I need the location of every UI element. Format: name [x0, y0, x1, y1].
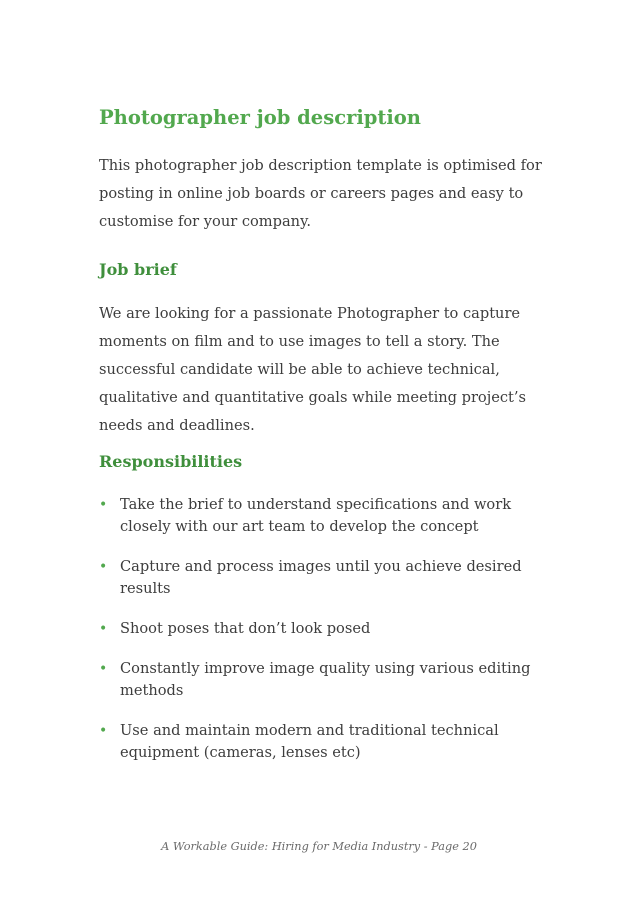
bullet-icon: • [99, 723, 108, 739]
job-brief-line: qualitative and quantitative goals while meeting project’s [99, 389, 527, 406]
list-item-line: Use and maintain modern and traditional technical [120, 722, 499, 739]
list-item-text [120, 658, 539, 702]
list-item-line: Shoot poses that don’t look posed [120, 620, 371, 637]
list-item-line: results [120, 580, 171, 597]
list-item [99, 556, 539, 600]
page-footer [0, 840, 638, 853]
intro-line: posting in online job boards or careers pages and easy to [99, 185, 524, 202]
list-item-text [120, 618, 539, 640]
list-item-line: methods [120, 682, 184, 699]
job-brief-line: moments on film and to use images to tell a story. The [99, 333, 500, 350]
list-item-text [120, 494, 539, 538]
list-item [99, 618, 539, 640]
job-brief-line: needs and deadlines. [99, 417, 255, 434]
list-item-text [120, 720, 539, 764]
list-item-text [120, 556, 539, 600]
bullet-icon: • [99, 621, 108, 637]
list-item-line: equipment (cameras, lenses etc) [120, 744, 361, 761]
intro-line: This photographer job description template is optimised for [99, 157, 542, 174]
list-item [99, 494, 539, 538]
job-brief-line: We are looking for a passionate Photographer to capture [99, 305, 521, 322]
list-item [99, 720, 539, 764]
list-item-line: Capture and process images until you achieve desired [120, 558, 522, 575]
bullet-icon: • [99, 497, 108, 513]
responsibilities-heading: Responsibilities [99, 452, 243, 471]
intro-paragraph [99, 152, 542, 236]
job-brief-heading: Job brief [99, 260, 177, 279]
list-item-line: Constantly improve image quality using various editing [120, 660, 531, 677]
list-item-line: Take the brief to understand specifications and work [120, 496, 512, 513]
page-title: Photographer job description [99, 106, 421, 129]
bullet-icon: • [99, 661, 108, 677]
footer-text: A Workable Guide: Hiring for Media Industry - Page 20 [161, 840, 477, 853]
intro-line: customise for your company. [99, 213, 312, 230]
list-item-line: closely with our art team to develop the concept [120, 518, 479, 535]
job-brief-line: successful candidate will be able to achieve technical, [99, 361, 500, 378]
bullet-icon: • [99, 559, 108, 575]
job-brief-paragraph [99, 300, 526, 440]
list-item [99, 658, 539, 702]
